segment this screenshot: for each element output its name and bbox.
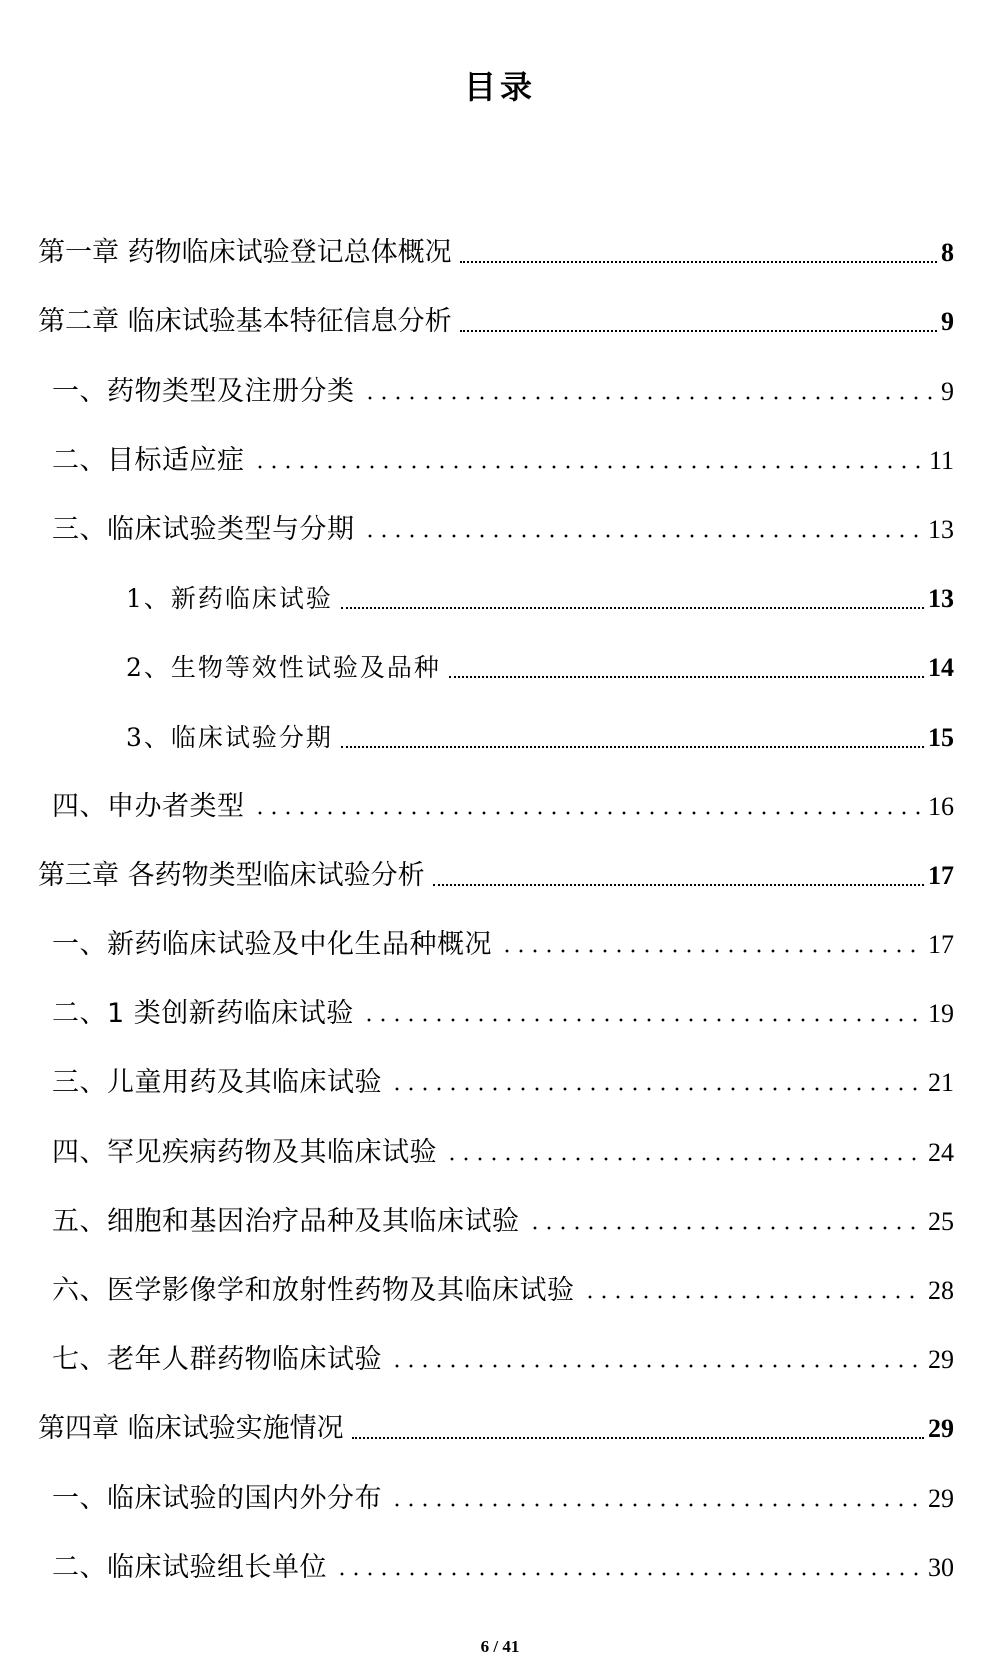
toc-entry-page-number: 13 (928, 514, 954, 544)
toc-leader-dots (363, 534, 925, 538)
toc-entry-title: 一、新药临床试验及中化生品种概况 (52, 929, 492, 961)
toc-entry-title: 2、生物等效性试验及品种 (126, 653, 441, 683)
page-title: 目录 (463, 68, 536, 106)
page-number-footer: 6 / 41 (480, 1637, 520, 1656)
toc-leader-dots (362, 1018, 924, 1022)
toc-entry-page-number: 29 (928, 1345, 954, 1375)
toc-entry[interactable] (38, 1398, 954, 1467)
toc-entry-title: 第二章 临床试验基本特征信息分析 (38, 306, 452, 338)
toc-entry-page-number: 29 (928, 1483, 954, 1513)
toc-entry[interactable] (38, 637, 954, 706)
toc-leader-dots (528, 1226, 925, 1230)
toc-entry-title: 1、新药临床试验 (126, 584, 333, 614)
toc-entry-page-number: 14 (928, 653, 954, 683)
toc-entry[interactable] (38, 1191, 954, 1260)
toc-entry-title: 四、申办者类型 (52, 790, 245, 822)
toc-leader-dots (433, 882, 924, 886)
toc-entry[interactable] (38, 845, 954, 914)
toc-entry-title: 第三章 各药物类型临床试验分析 (38, 859, 425, 891)
toc-entry[interactable] (38, 568, 954, 637)
toc-leader-dots (390, 1503, 924, 1507)
toc-entry-title: 二、1 类创新药临床试验 (52, 998, 354, 1030)
toc-leader-dots (253, 465, 925, 469)
toc-leader-dots (390, 1364, 924, 1368)
toc-entry-page-number: 16 (928, 791, 954, 821)
toc-entry-page-number: 28 (928, 1276, 954, 1305)
toc-entry[interactable] (38, 1052, 954, 1121)
toc-entry[interactable] (38, 360, 954, 429)
toc-entry-title: 第一章 药物临床试验登记总体概况 (38, 237, 452, 269)
toc-entry-title: 二、目标适应症 (52, 444, 245, 476)
toc-entry-page-number: 11 (928, 445, 954, 475)
toc-leader-dots (253, 811, 925, 815)
toc-entry-page-number: 19 (928, 999, 954, 1029)
toc-entry[interactable] (38, 706, 954, 775)
toc-entry-title: 一、药物类型及注册分类 (52, 375, 355, 407)
toc-leader-dots (500, 949, 924, 953)
toc-entry[interactable] (38, 1537, 954, 1606)
toc-entry-title: 二、临床试验组长单位 (52, 1551, 327, 1583)
toc-entry[interactable] (38, 430, 954, 499)
toc-entry-title: 五、细胞和基因治疗品种及其临床试验 (52, 1205, 520, 1237)
toc-leader-dots (390, 1087, 924, 1091)
toc-entry-title: 六、医学影像学和放射性药物及其临床试验 (52, 1275, 575, 1306)
toc-entry-page-number: 30 (928, 1552, 954, 1582)
toc-entry[interactable] (38, 291, 954, 360)
toc-entry-page-number: 15 (928, 722, 954, 752)
toc-entry[interactable] (38, 1467, 954, 1536)
table-of-contents (38, 222, 954, 1606)
toc-entry-title: 七、老年人群药物临床试验 (52, 1344, 382, 1376)
toc-leader-dots (363, 396, 938, 400)
toc-leader-dots (460, 328, 937, 332)
toc-entry-page-number: 17 (928, 930, 954, 960)
toc-entry[interactable] (38, 983, 954, 1052)
toc-entry-page-number: 21 (928, 1068, 954, 1098)
toc-entry-title: 一、临床试验的国内外分布 (52, 1482, 382, 1514)
toc-leader-dots (449, 674, 924, 678)
toc-entry[interactable] (38, 1329, 954, 1398)
toc-entry-page-number: 25 (928, 1206, 954, 1236)
toc-entry[interactable] (38, 1260, 954, 1329)
toc-entry-title: 三、儿童用药及其临床试验 (52, 1067, 382, 1099)
toc-entry-page-number: 24 (928, 1137, 954, 1167)
toc-entry-page-number: 13 (928, 584, 954, 614)
toc-leader-dots (341, 744, 924, 748)
toc-entry-title: 第四章 临床试验实施情况 (38, 1413, 344, 1445)
toc-entry[interactable] (38, 222, 954, 291)
toc-entry-page-number: 29 (928, 1414, 954, 1444)
toc-leader-dots (352, 1435, 924, 1439)
toc-entry[interactable] (38, 499, 954, 568)
toc-leader-dots (335, 1572, 924, 1576)
toc-entry-page-number: 9 (941, 307, 954, 337)
toc-leader-dots (583, 1295, 925, 1299)
toc-entry-page-number: 17 (928, 860, 954, 890)
toc-leader-dots (445, 1157, 924, 1161)
toc-entry-page-number: 8 (941, 238, 954, 268)
toc-entry[interactable] (38, 914, 954, 983)
toc-entry-title: 四、罕见疾病药物及其临床试验 (52, 1136, 437, 1168)
toc-leader-dots (341, 605, 924, 609)
toc-entry[interactable] (38, 1121, 954, 1190)
toc-entry-page-number: 9 (941, 376, 954, 406)
toc-entry-title: 3、临床试验分期 (126, 722, 333, 752)
toc-leader-dots (460, 259, 937, 263)
toc-entry[interactable] (38, 776, 954, 845)
toc-entry-title: 三、临床试验类型与分期 (52, 513, 355, 545)
